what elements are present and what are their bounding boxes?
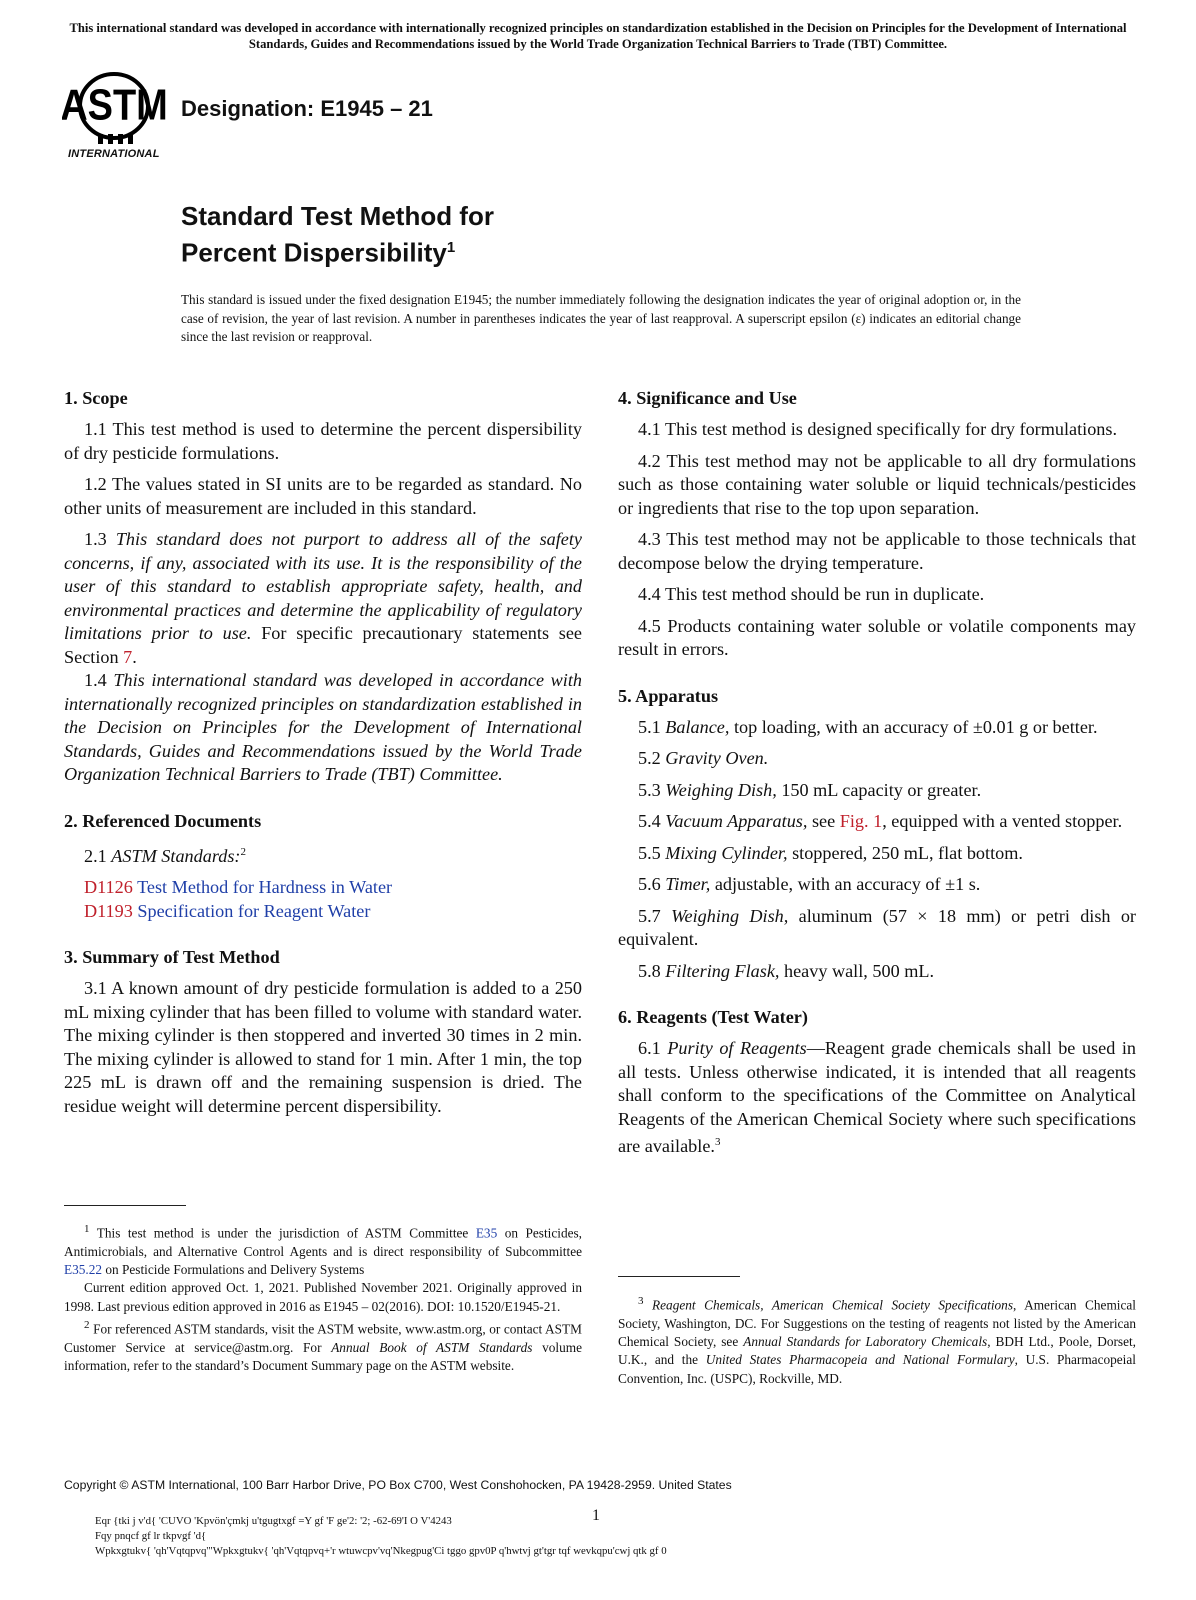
para-text: Products containing water soluble or volatile components may result in errors. (618, 615, 1136, 659)
footnote-1-edition: Current edition approved Oct. 1, 2021. Published November 2021. Originally approved in 1998. Last previous edition approved in 2016 as E1945 – 02(2016). DOI: 10.1520/E1945-21. (64, 1280, 582, 1314)
para-1-2 (64, 473, 582, 520)
footnote-2 (64, 1316, 582, 1375)
section-scope-heading: 1. Scope (64, 388, 128, 408)
footnote-text: This test method is under the jurisdiction of ASTM Committee (96, 1225, 469, 1241)
license-line-3: Wpkxgtukv{ 'qh'Vqtqpvq'"Wpkxgtukv{ 'qh'Vqtqpvq+'r wtuwcpv'vq'Nkegpug'Ci tggo gpv0P q'hwtvj gt'tgr tqf wevkqpu'cwj qtk gf 0 (95, 1545, 667, 1557)
para-text: aluminum (57 × 18 mm) or petri dish or equivalent. (618, 905, 1136, 949)
footnote-ref-2[interactable]: 2 (240, 845, 246, 858)
item-name: Weighing Dish, (665, 779, 777, 800)
item-name: Weighing Dish, (671, 905, 789, 926)
para-4-4 (618, 583, 1136, 607)
para-text-italic: ASTM Standards: (111, 845, 241, 866)
issuance-note: This standard is issued under the fixed designation E1945; the number immediately following the designation indicates the year of original adoption or, in the case of revision, the year of last revision. A number in parentheses indicates the year of last reapproval. A superscript epsilon (ε) indicates an editorial change since the last revision or reapproval. (181, 292, 1021, 344)
item-name: Timer, (665, 874, 711, 894)
license-line-1: Eqr {tki j v'd{ 'CUVO 'Kpvön'çmkj u'tgugtxgf =Y gf 'F ge'2: '2; -62-69'I O V'4243 (95, 1515, 452, 1527)
para-number: 5.2 (638, 748, 661, 768)
doc-title-link[interactable]: Test Method for Hardness in Water (137, 877, 393, 898)
para-5-1 (618, 716, 1136, 740)
para-1-1 (64, 418, 582, 465)
para-5-6 (618, 873, 1136, 897)
footnote-divider-right (618, 1276, 740, 1277)
copyright-notice: Copyright © ASTM International, 100 Barr Harbor Drive, PO Box C700, West Conshohocken, PA 19428-2959. United States (64, 1478, 732, 1492)
doc-id[interactable]: D1126 (84, 877, 133, 898)
top-notice: This international standard was developed in accordance with internationally recognized principles on standardization established in the Decision on Principles for the Development of International Standards, Guides and Recommendations issued by the World Trade Organization Technical Barriers to Trade (TBT) Committee. (69, 21, 1127, 51)
designation: Designation: E1945 – 21 (181, 96, 433, 121)
section-reagents-heading: 6. Reagents (Test Water) (618, 1007, 808, 1027)
footnote-marker: 2 (84, 1318, 90, 1331)
item-name: Gravity Oven. (665, 748, 769, 768)
item-name: Mixing Cylinder, (665, 842, 788, 863)
para-2-1 (64, 841, 582, 869)
para-text: This test method should be run in duplicate. (664, 584, 985, 604)
para-number: 4.1 (638, 419, 661, 439)
para-number: 4.2 (638, 450, 661, 471)
footnotes-right (618, 1292, 1136, 1388)
para-number: 1.1 (84, 419, 107, 439)
section-7-link[interactable]: 7 (123, 646, 133, 667)
para-text: heavy wall, 500 mL. (784, 960, 935, 981)
figure-1-link[interactable]: Fig. 1 (839, 811, 883, 831)
footnote-text: on Pesticide Formulations and Delivery Systems (105, 1262, 365, 1278)
para-4-5 (618, 615, 1136, 662)
para-4-3 (618, 528, 1136, 575)
footnote-text: on Pesticides, Antimicrobials, and Alternative Control Agents and is direct responsibility of Subcommittee (64, 1225, 582, 1259)
para-5-4 (618, 810, 1136, 834)
para-1-3 (64, 528, 582, 669)
para-3-1 (64, 977, 582, 1118)
footnote-text: , American Chemical Society, Washington, DC. For Suggestions on the testing of reagents not listed by the American Chemical Society, see (618, 1297, 1136, 1350)
para-text: For specific precautionary statements see Section (64, 623, 583, 667)
para-text: adjustable, with an accuracy of ±1 s. (714, 874, 981, 894)
footnote-text-italic: Annual Standards for Laboratory Chemicals (743, 1334, 988, 1350)
footnote-marker: 1 (84, 1223, 90, 1235)
logo-text: INTERNATIONAL (68, 148, 160, 160)
item-name: Vacuum Apparatus, (665, 811, 808, 831)
footnote-text: , U.S. Pharmacopeial Convention, Inc. (USPC), Rockville, MD. (618, 1352, 1136, 1386)
doc-title-link[interactable]: Specification for Reagent Water (137, 900, 371, 921)
para-text: top loading, with an accuracy of ±0.01 g or better. (733, 716, 1098, 737)
referenced-doc-d1193[interactable] (64, 900, 582, 924)
footnote-text-italic: Reagent Chemicals, American Chemical Society Specifications (652, 1297, 1013, 1313)
para-text: This test method is used to determine the percent dispersibility of dry pesticide formulations. (64, 419, 583, 463)
para-number: 4.3 (638, 529, 661, 549)
para-text: —Reagent grade chemicals shall be used in all tests. Unless otherwise indicated, it is intended that all reagents shall conform to the specifications of the Committee on Analytical Reagents of the American Chemical Society where such specifications are available. (618, 1038, 1136, 1157)
para-text: . (132, 646, 137, 667)
item-name: Purity of Reagents (667, 1038, 807, 1058)
para-number: 1.2 (84, 474, 107, 494)
subcommittee-e35-22-link[interactable]: E35.22 (64, 1262, 103, 1278)
para-text: This test method may not be applicable to all dry formulations such as those containing water soluble or liquid technicals/pesticides or ingredients that rise to the top upon separation. (618, 450, 1137, 518)
para-number: 5.5 (638, 842, 661, 863)
para-text-italic: This international standard was developed in accordance with internationally recognized principles on standardization established in the Decision on Principles for the Development of International Standards, Guides and Recommendations issued by the World Trade Organization Technical Barriers to Trade (TBT) Committee. (64, 670, 583, 784)
footnote-text: volume information, refer to the standard’s Document Summary page on the ASTM website. (64, 1339, 582, 1373)
item-name: Balance, (665, 716, 730, 737)
left-column (64, 386, 582, 1126)
para-6-1 (618, 1037, 1136, 1159)
astm-logo (62, 68, 172, 168)
para-text: see (811, 811, 836, 831)
para-5-2 (618, 747, 1136, 771)
para-number: 3.1 (84, 978, 107, 999)
referenced-doc-list (64, 876, 582, 923)
doc-id[interactable]: D1193 (84, 900, 133, 921)
referenced-doc-d1126[interactable] (64, 876, 582, 900)
para-text: The values stated in SI units are to be regarded as standard. No other units of measurement are included in this standard. (64, 474, 582, 518)
para-number: 4.4 (638, 584, 661, 604)
para-5-5 (618, 842, 1136, 866)
para-text: stoppered, 250 mL, flat bottom. (792, 842, 1023, 863)
title-line-1: Standard Test Method for (181, 201, 494, 231)
item-name: Filtering Flask, (665, 960, 780, 981)
right-column (618, 386, 1136, 1167)
committee-e35-link[interactable]: E35 (475, 1225, 498, 1241)
footnote-text: , BDH Ltd., Poole, Dorset, U.K., and the (618, 1334, 1136, 1368)
para-text: This test method may not be applicable to those technicals that decompose below the drying temperature. (618, 529, 1137, 573)
footnote-text-italic: United States Pharmacopeia and National Formulary (705, 1352, 1015, 1368)
license-line-2: Fqy pnqcf gf lr tkpvgf 'd{ (95, 1530, 207, 1542)
page-title (181, 200, 494, 269)
para-number: 5.7 (638, 905, 661, 926)
title-line-2 (181, 232, 494, 269)
footnote-1 (64, 1220, 582, 1279)
title-footnote-ref[interactable]: 1 (446, 239, 456, 256)
footnote-3 (618, 1292, 1136, 1388)
para-4-1 (618, 418, 1136, 442)
para-5-3 (618, 779, 1136, 803)
section-significance-heading: 4. Significance and Use (618, 388, 797, 408)
para-4-2 (618, 450, 1136, 521)
para-number: 4.5 (638, 615, 661, 636)
footnotes-left (64, 1220, 582, 1375)
para-number: 2.1 (84, 845, 107, 866)
footnote-ref-3[interactable]: 3 (714, 1136, 721, 1148)
para-number: 5.3 (638, 779, 661, 800)
para-number: 1.4 (84, 670, 107, 690)
para-number: 1.3 (84, 529, 107, 549)
title-line-2-text: Percent Dispersibility (181, 237, 447, 268)
section-summary-heading: 3. Summary of Test Method (64, 947, 280, 968)
footnote-text-italic: Annual Book of ASTM Standards (331, 1339, 533, 1355)
para-text: A known amount of dry pesticide formulation is added to a 250 mL mixing cylinder that has been filled to volume with standard water. The mixing cylinder is then stoppered and inverted 30 times in 2 min. The mixing cylinder is allowed to stand for 1 min. After 1 min, the top 225 mL is drawn off and the remaining suspension is dried. The residue weight will determine percent dispersibility. (64, 978, 582, 1116)
para-text: 150 mL capacity or greater. (781, 779, 982, 800)
para-1-4 (64, 669, 582, 787)
footnote-text: For referenced ASTM standards, visit the ASTM website, www.astm.org, or contact ASTM Customer Service at service@astm.org. For (64, 1321, 583, 1355)
section-apparatus-heading: 5. Apparatus (618, 685, 719, 706)
footnote-divider-left (64, 1205, 186, 1206)
para-text: This test method is designed specifically for dry formulations. (664, 419, 1118, 439)
para-text: , equipped with a vented stopper. (882, 811, 1123, 831)
footnote-marker: 3 (638, 1295, 644, 1307)
para-5-7 (618, 905, 1136, 952)
svg-text:ASTM: ASTM (62, 80, 168, 130)
para-number: 5.4 (638, 811, 661, 831)
para-5-8 (618, 960, 1136, 984)
license-stamp (95, 1514, 667, 1559)
para-number: 5.8 (638, 960, 661, 981)
para-number: 6.1 (638, 1038, 661, 1058)
para-number: 5.6 (638, 874, 661, 894)
para-text-italic: This standard does not purport to address all of the safety concerns, if any, associated with its use. It is the responsibility of the user of this standard to establish appropriate safety, health, and environmental practices and determine the applicability of regulatory limitations prior to use. (64, 529, 583, 643)
para-number: 5.1 (638, 716, 661, 737)
section-referenced-heading: 2. Referenced Documents (64, 810, 262, 831)
page-number: 1 (592, 1507, 600, 1524)
